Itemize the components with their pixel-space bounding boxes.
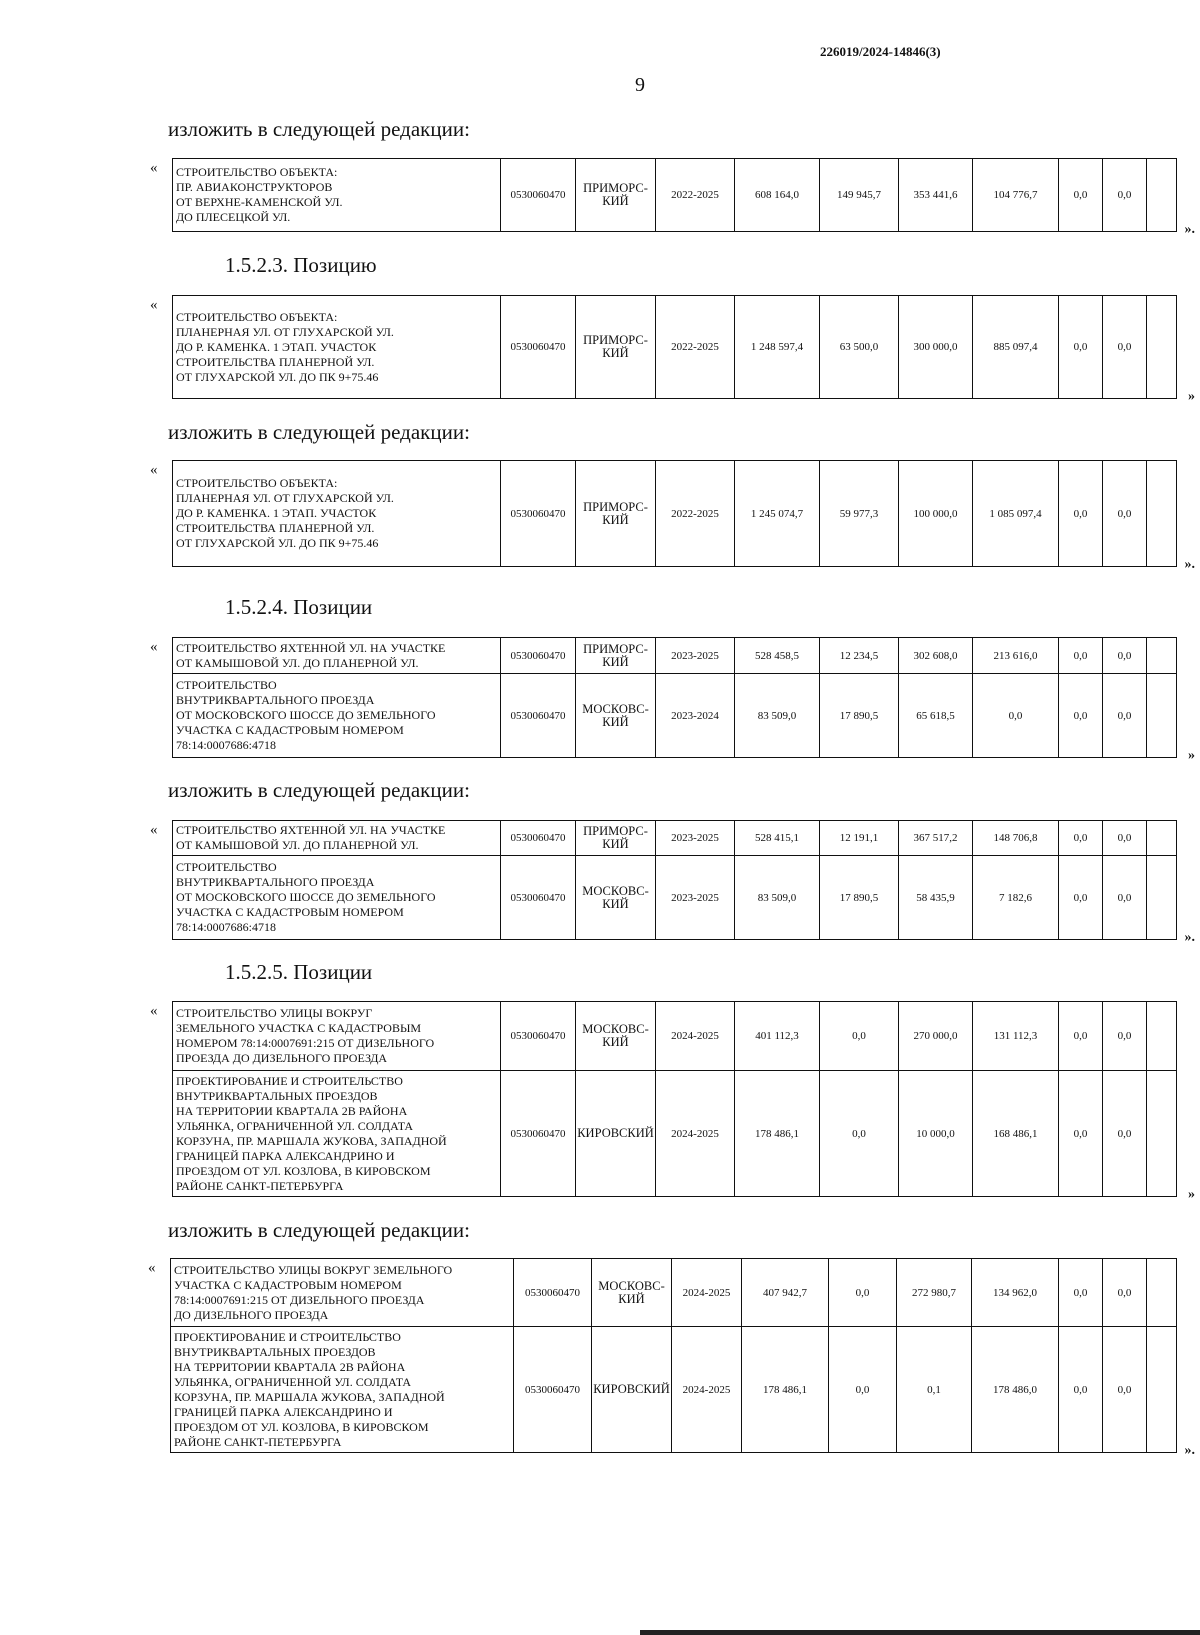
amount-cell: 134 962,0 [972, 1259, 1059, 1327]
table-row [173, 674, 1177, 758]
object-name-line: РАЙОНЕ САНКТ-ПЕТЕРБУРГА [174, 1434, 342, 1449]
close-quote: ». [1184, 930, 1195, 945]
object-name-line: ДО Р. КАМЕНКА. 1 ЭТАП. УЧАСТОК [176, 339, 377, 354]
object-name-line: 78:14:0007686:4718 [176, 920, 277, 934]
object-name-line: СТРОИТЕЛЬСТВО УЛИЦЫ ВОКРУГ ЗЕМЕЛЬНОГО [174, 1262, 453, 1277]
years-cell: 2024-2025 [656, 1002, 735, 1071]
object-name-line: УЧАСТКА С КАДАСТРОВЫМ НОМЕРОМ [176, 723, 404, 737]
amount-cell: 0,0 [1059, 1327, 1103, 1453]
record-table [172, 637, 1177, 758]
budget-code-cell: 0530060470 [514, 1327, 592, 1453]
empty-cell [1147, 674, 1177, 758]
object-name-line: ОТ КАМЫШОВОЙ УЛ. ДО ПЛАНЕРНОЙ УЛ. [176, 655, 419, 670]
object-name-line: СТРОИТЕЛЬСТВО [176, 678, 277, 692]
table-block-2 [150, 295, 1195, 404]
district-line: ПРИМОРС- [583, 333, 648, 347]
district-line: КИЙ [602, 194, 629, 208]
object-name-line: ОТ ВЕРХНЕ-КАМЕНСКОЙ УЛ. [176, 195, 343, 209]
amount-cell: 12 234,5 [820, 638, 899, 674]
amount-cell: 0,0 [1059, 1002, 1103, 1071]
object-name-line: СТРОИТЕЛЬСТВО ОБЪЕКТА: [176, 476, 338, 490]
close-quote: » [1188, 748, 1195, 763]
district-line: МОСКОВС- [582, 883, 649, 898]
amount-cell: 17 890,5 [820, 856, 899, 940]
object-name-line: ВНУТРИКВАРТАЛЬНОГО ПРОЕЗДА [176, 693, 375, 707]
amount-cell: 367 517,2 [899, 821, 973, 856]
amount-cell: 401 112,3 [735, 1002, 820, 1071]
years-cell: 2022-2025 [656, 159, 735, 232]
object-name-cell [173, 674, 501, 758]
open-quote: « [150, 462, 158, 478]
district-cell [576, 1002, 656, 1071]
heading-new-edition-4: изложить в следующей редакции: [168, 1218, 470, 1242]
object-name-line: ОТ МОСКОВСКОГО ШОССЕ ДО ЗЕМЕЛЬНОГО [176, 708, 436, 722]
object-name-line: СТРОИТЕЛЬСТВА ПЛАНЕРНОЙ УЛ. [176, 521, 375, 535]
table-block-4 [150, 637, 1195, 763]
district-line: ПРИМОРС- [583, 499, 648, 514]
amount-cell: 0,0 [1103, 1259, 1147, 1327]
district-line: КИЙ [602, 837, 629, 851]
amount-cell: 0,0 [1103, 1071, 1147, 1197]
empty-cell [1147, 461, 1177, 567]
district-line: ПРИМОРС- [583, 181, 648, 195]
record-table [172, 820, 1177, 940]
budget-code-cell: 0530060470 [501, 856, 576, 940]
heading-new-edition-1: изложить в следующей редакции: [168, 117, 470, 141]
object-name-line: КОРЗУНА, ПР. МАРШАЛА ЖУКОВА, ЗАПАДНОЙ [174, 1389, 445, 1404]
budget-code-cell: 0530060470 [501, 674, 576, 758]
amount-cell: 0,0 [1103, 1327, 1147, 1453]
district-line: КИЙ [602, 654, 629, 669]
budget-code-cell: 0530060470 [501, 159, 576, 232]
object-name-line: ПРОЕЗДОМ ОТ УЛ. КОЗЛОВА, В КИРОВСКОМ [176, 1163, 431, 1178]
amount-cell: 0,0 [1103, 159, 1147, 232]
amount-cell: 59 977,3 [820, 461, 899, 567]
section-1525: 1.5.2.5. Позиции [225, 960, 373, 984]
district-cell [576, 856, 656, 940]
district-cell [592, 1327, 672, 1453]
amount-cell: 178 486,1 [742, 1327, 829, 1453]
object-name-line: УЧАСТКА С КАДАСТРОВЫМ НОМЕРОМ [174, 1277, 402, 1292]
object-name-cell [173, 638, 501, 674]
amount-cell: 0,0 [1059, 1071, 1103, 1197]
table-row [173, 856, 1177, 940]
object-name-line: ОТ КАМЫШОВОЙ УЛ. ДО ПЛАНЕРНОЙ УЛ. [176, 838, 419, 852]
object-name-line: НОМЕРОМ 78:14:0007691:215 ОТ ДИЗЕЛЬНОГО [176, 1036, 435, 1050]
object-name-line: ОТ ГЛУХАРСКОЙ УЛ. ДО ПК 9+75.46 [176, 536, 379, 550]
close-quote: ». [1184, 222, 1195, 237]
table-block-3 [150, 460, 1195, 572]
record-table [172, 1001, 1177, 1197]
table-row [173, 159, 1177, 232]
amount-cell: 178 486,0 [972, 1327, 1059, 1453]
object-name-line: ГРАНИЦЕЙ ПАРКА АЛЕКСАНДРИНО И [174, 1404, 393, 1419]
object-name-line: СТРОИТЕЛЬСТВО УЛИЦЫ ВОКРУГ [176, 1006, 373, 1020]
years-cell: 2024-2025 [672, 1259, 742, 1327]
budget-code-cell: 0530060470 [501, 1002, 576, 1071]
years-cell: 2024-2025 [656, 1071, 735, 1197]
table-row [173, 821, 1177, 856]
amount-cell: 270 000,0 [899, 1002, 973, 1071]
table-block-1 [150, 158, 1195, 237]
record-table [172, 158, 1177, 232]
object-name-cell [173, 821, 501, 856]
section-1523: 1.5.2.3. Позицию [225, 253, 377, 277]
amount-cell: 608 164,0 [735, 159, 820, 232]
amount-cell: 148 706,8 [973, 821, 1059, 856]
object-name-line: НА ТЕРРИТОРИИ КВАРТАЛА 2В РАЙОНА [174, 1359, 406, 1374]
amount-cell: 0,0 [973, 674, 1059, 758]
amount-cell: 0,0 [1059, 1259, 1103, 1327]
amount-cell: 0,0 [1103, 461, 1147, 567]
amount-cell: 528 458,5 [735, 638, 820, 674]
amount-cell: 885 097,4 [973, 296, 1059, 399]
object-name-line: ДО ДИЗЕЛЬНОГО ПРОЕЗДА [174, 1307, 329, 1322]
empty-cell [1147, 159, 1177, 232]
budget-code-cell: 0530060470 [501, 638, 576, 674]
object-name-line: ПРОЕЗДА ДО ДИЗЕЛЬНОГО ПРОЕЗДА [176, 1051, 388, 1065]
district-cell [576, 674, 656, 758]
amount-cell: 407 942,7 [742, 1259, 829, 1327]
close-quote: ». [1184, 557, 1195, 572]
object-name-line: СТРОИТЕЛЬСТВО ЯХТЕННОЙ УЛ. НА УЧАСТКЕ [176, 823, 446, 837]
object-name-line: ДО Р. КАМЕНКА. 1 ЭТАП. УЧАСТОК [176, 506, 377, 520]
district-line: КИЙ [602, 896, 629, 911]
amount-cell: 0,1 [897, 1327, 972, 1453]
empty-cell [1147, 1259, 1177, 1327]
amount-cell: 0,0 [820, 1002, 899, 1071]
district-cell [592, 1259, 672, 1327]
object-name-line: УЛЬЯНКА, ОГРАНИЧЕННОЙ УЛ. СОЛДАТА [174, 1374, 412, 1389]
district-line: МОСКОВС- [582, 1022, 649, 1036]
district-line: КИРОВСКИЙ [593, 1382, 670, 1396]
amount-cell: 0,0 [1103, 296, 1147, 399]
object-name-line: ВНУТРИКВАРТАЛЬНЫХ ПРОЕЗДОВ [174, 1344, 376, 1359]
amount-cell: 17 890,5 [820, 674, 899, 758]
budget-code-cell: 0530060470 [514, 1259, 592, 1327]
object-name-line: ГРАНИЦЕЙ ПАРКА АЛЕКСАНДРИНО И [176, 1148, 395, 1163]
district-cell [576, 821, 656, 856]
section-1524: 1.5.2.4. Позиции [225, 595, 373, 619]
amount-cell: 0,0 [820, 1071, 899, 1197]
district-line: МОСКОВС- [598, 1278, 665, 1293]
open-quote: « [150, 297, 158, 313]
amount-cell: 0,0 [1059, 461, 1103, 567]
amount-cell: 0,0 [1103, 638, 1147, 674]
amount-cell: 0,0 [829, 1259, 897, 1327]
amount-cell: 302 608,0 [899, 638, 973, 674]
amount-cell: 213 616,0 [973, 638, 1059, 674]
empty-cell [1147, 1327, 1177, 1453]
amount-cell: 0,0 [1103, 856, 1147, 940]
amount-cell: 0,0 [1059, 821, 1103, 856]
object-name-cell [173, 296, 501, 399]
district-line: КИЙ [602, 512, 629, 527]
close-quote: » [1188, 389, 1195, 404]
district-line: ПРИМОРС- [583, 641, 648, 656]
empty-cell [1147, 1002, 1177, 1071]
district-line: КИЙ [602, 714, 629, 729]
amount-cell: 272 980,7 [897, 1259, 972, 1327]
amount-cell: 353 441,6 [899, 159, 973, 232]
years-cell: 2022-2025 [656, 461, 735, 567]
table-block-7 [148, 1258, 1195, 1458]
object-name-line: 78:14:0007691:215 ОТ ДИЗЕЛЬНОГО ПРОЕЗДА [174, 1292, 425, 1307]
amount-cell: 0,0 [1059, 856, 1103, 940]
amount-cell: 168 486,1 [973, 1071, 1059, 1197]
empty-cell [1147, 296, 1177, 399]
amount-cell: 528 415,1 [735, 821, 820, 856]
object-name-line: СТРОИТЕЛЬСТВА ПЛАНЕРНОЙ УЛ. [176, 354, 375, 369]
district-line: КИЙ [618, 1291, 645, 1306]
amount-cell: 131 112,3 [973, 1002, 1059, 1071]
object-name-line: ПЛАНЕРНАЯ УЛ. ОТ ГЛУХАРСКОЙ УЛ. [176, 491, 394, 505]
object-name-line: КОРЗУНА, ПР. МАРШАЛА ЖУКОВА, ЗАПАДНОЙ [176, 1133, 447, 1148]
heading-new-edition-2: изложить в следующей редакции: [168, 420, 470, 444]
open-quote: « [150, 639, 158, 655]
amount-cell: 1 245 074,7 [735, 461, 820, 567]
district-line: ПРИМОРС- [583, 824, 648, 838]
table-row [171, 1259, 1177, 1327]
table-row [173, 461, 1177, 567]
amount-cell: 0,0 [1059, 674, 1103, 758]
empty-cell [1147, 856, 1177, 940]
amount-cell: 1 085 097,4 [973, 461, 1059, 567]
years-cell: 2024-2025 [672, 1327, 742, 1453]
district-line: КИЙ [602, 1035, 629, 1049]
object-name-line: РАЙОНЕ САНКТ-ПЕТЕРБУРГА [176, 1178, 344, 1193]
years-cell: 2023-2025 [656, 821, 735, 856]
object-name-cell [173, 1002, 501, 1071]
close-quote: ». [1184, 1443, 1195, 1458]
table-row [173, 638, 1177, 674]
record-table [172, 295, 1177, 399]
object-name-line: СТРОИТЕЛЬСТВО ЯХТЕННОЙ УЛ. НА УЧАСТКЕ [176, 640, 446, 655]
open-quote: « [148, 1260, 156, 1276]
object-name-line: СТРОИТЕЛЬСТВО [176, 860, 277, 874]
object-name-line: НА ТЕРРИТОРИИ КВАРТАЛА 2В РАЙОНА [176, 1103, 408, 1118]
amount-cell: 65 618,5 [899, 674, 973, 758]
object-name-line: СТРОИТЕЛЬСТВО ОБЪЕКТА: [176, 165, 338, 179]
object-name-line: ЗЕМЕЛЬНОГО УЧАСТКА С КАДАСТРОВЫМ [176, 1021, 422, 1035]
scan-edge-line [640, 1630, 1200, 1635]
district-cell [576, 461, 656, 567]
amount-cell: 10 000,0 [899, 1071, 973, 1197]
district-cell [576, 638, 656, 674]
years-cell: 2022-2025 [656, 296, 735, 399]
amount-cell: 0,0 [1059, 296, 1103, 399]
district-line: МОСКОВС- [582, 701, 649, 716]
open-quote: « [150, 822, 158, 838]
budget-code-cell: 0530060470 [501, 1071, 576, 1197]
object-name-line: 78:14:0007686:4718 [176, 738, 277, 752]
empty-cell [1147, 1071, 1177, 1197]
object-name-line: ОТ ГЛУХАРСКОЙ УЛ. ДО ПК 9+75.46 [176, 369, 379, 384]
empty-cell [1147, 638, 1177, 674]
object-name-line: ПРОЕКТИРОВАНИЕ И СТРОИТЕЛЬСТВО [174, 1329, 401, 1344]
empty-cell [1147, 821, 1177, 856]
amount-cell: 0,0 [1103, 821, 1147, 856]
object-name-line: ПРОЕКТИРОВАНИЕ И СТРОИТЕЛЬСТВО [176, 1073, 403, 1088]
object-name-line: ПРОЕЗДОМ ОТ УЛ. КОЗЛОВА, В КИРОВСКОМ [174, 1419, 429, 1434]
years-cell: 2023-2025 [656, 856, 735, 940]
object-name-line: ОТ МОСКОВСКОГО ШОССЕ ДО ЗЕМЕЛЬНОГО [176, 890, 436, 904]
object-name-cell [173, 1071, 501, 1197]
amount-cell: 178 486,1 [735, 1071, 820, 1197]
amount-cell: 104 776,7 [973, 159, 1059, 232]
amount-cell: 58 435,9 [899, 856, 973, 940]
budget-code-cell: 0530060470 [501, 821, 576, 856]
object-name-line: УЛЬЯНКА, ОГРАНИЧЕННОЙ УЛ. СОЛДАТА [176, 1118, 414, 1133]
table-row [173, 1002, 1177, 1071]
page-number: 9 [635, 74, 645, 96]
record-table [172, 460, 1177, 567]
amount-cell: 0,0 [1059, 159, 1103, 232]
district-cell [576, 159, 656, 232]
district-line: КИРОВСКИЙ [577, 1126, 654, 1140]
table-row [173, 296, 1177, 399]
amount-cell: 300 000,0 [899, 296, 973, 399]
amount-cell: 0,0 [1103, 1002, 1147, 1071]
amount-cell: 12 191,1 [820, 821, 899, 856]
table-row [173, 1071, 1177, 1197]
object-name-cell [171, 1259, 514, 1327]
object-name-line: ДО ПЛЕСЕЦКОЙ УЛ. [176, 210, 291, 224]
object-name-cell [173, 856, 501, 940]
open-quote: « [150, 1003, 158, 1019]
amount-cell: 149 945,7 [820, 159, 899, 232]
amount-cell: 0,0 [829, 1327, 897, 1453]
heading-new-edition-3: изложить в следующей редакции: [168, 778, 470, 802]
object-name-line: СТРОИТЕЛЬСТВО ОБЪЕКТА: [176, 309, 338, 324]
object-name-cell [173, 159, 501, 232]
budget-code-cell: 0530060470 [501, 296, 576, 399]
amount-cell: 7 182,6 [973, 856, 1059, 940]
object-name-line: ВНУТРИКВАРТАЛЬНЫХ ПРОЕЗДОВ [176, 1088, 378, 1103]
object-name-cell [173, 461, 501, 567]
record-table [170, 1258, 1177, 1453]
amount-cell: 63 500,0 [820, 296, 899, 399]
amount-cell: 83 509,0 [735, 856, 820, 940]
object-name-line: ПР. АВИАКОНСТРУКТОРОВ [176, 180, 333, 194]
table-block-5 [150, 820, 1195, 945]
object-name-line: ВНУТРИКВАРТАЛЬНОГО ПРОЕЗДА [176, 875, 375, 889]
amount-cell: 83 509,0 [735, 674, 820, 758]
table-row [171, 1327, 1177, 1453]
open-quote: « [150, 160, 158, 176]
object-name-line: УЧАСТКА С КАДАСТРОВЫМ НОМЕРОМ [176, 905, 404, 919]
close-quote: » [1188, 1187, 1195, 1202]
amount-cell: 1 248 597,4 [735, 296, 820, 399]
budget-code-cell: 0530060470 [501, 461, 576, 567]
district-line: КИЙ [602, 346, 629, 360]
object-name-line: ПЛАНЕРНАЯ УЛ. ОТ ГЛУХАРСКОЙ УЛ. [176, 324, 394, 339]
amount-cell: 100 000,0 [899, 461, 973, 567]
table-block-6 [150, 1001, 1195, 1202]
district-cell [576, 296, 656, 399]
years-cell: 2023-2025 [656, 638, 735, 674]
district-cell [576, 1071, 656, 1197]
years-cell: 2023-2024 [656, 674, 735, 758]
amount-cell: 0,0 [1059, 638, 1103, 674]
document-number: 226019/2024-14846(3) [820, 44, 941, 59]
amount-cell: 0,0 [1103, 674, 1147, 758]
object-name-cell [171, 1327, 514, 1453]
